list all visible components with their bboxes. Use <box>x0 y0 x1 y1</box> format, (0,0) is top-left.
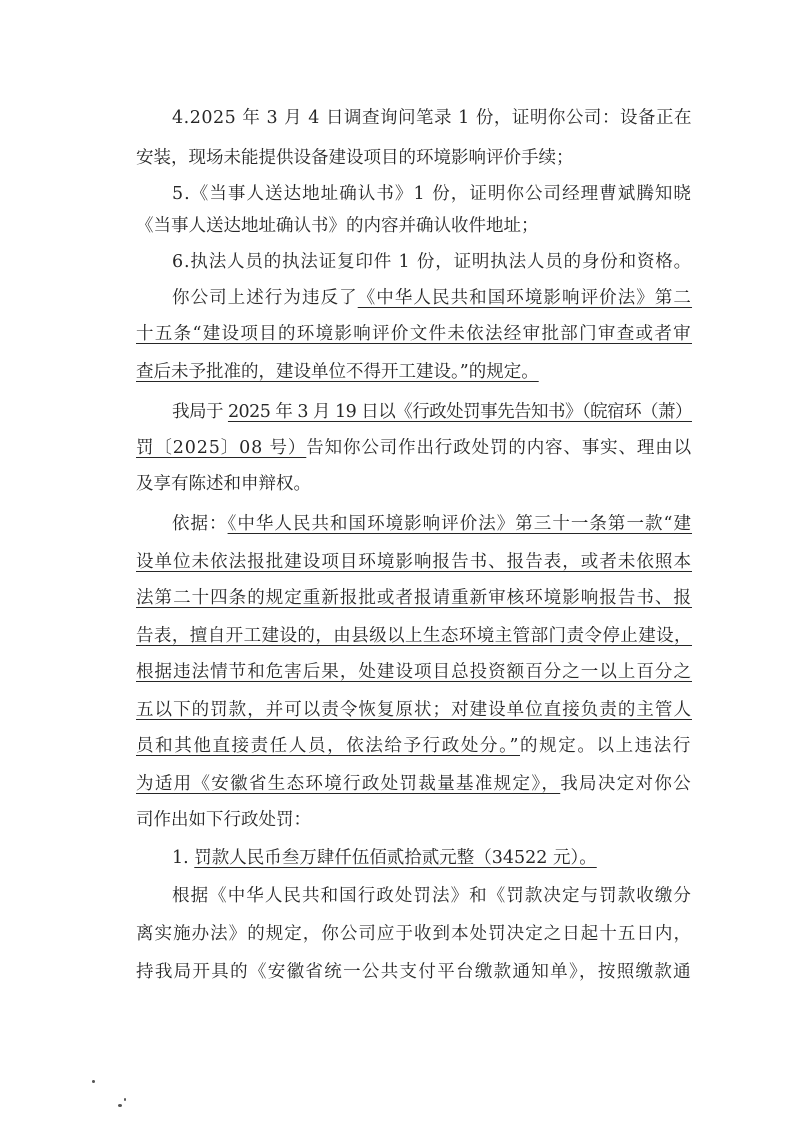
underlined-text: 告表，擅自开工建设的，由县级以上生态环境主管部门责令停止建设， <box>136 626 692 646</box>
text-segment: 5.《当事人送达地址确认书》1 份，证明你公司经理曹斌腾知晓 <box>172 184 692 204</box>
text-line <box>172 106 692 130</box>
underlined-text: 法第二十四条的规定重新报批或者报请重新审核环境影响报告书、报 <box>136 588 692 608</box>
text-line <box>136 472 311 496</box>
text-segment: 及享有陈述和申辩权。 <box>136 474 311 494</box>
text-line <box>172 512 692 536</box>
text-segment: 持我局开具的《安徽省统一公共支付平台缴款通知单》，按照缴款通 <box>136 962 692 982</box>
text-line <box>136 586 692 610</box>
text-line <box>172 846 597 870</box>
text-segment: 6.执法人员的执法证复印件 1 份，证明执法人员的身份和资格。 <box>172 252 692 272</box>
text-segment: 依据： <box>172 514 228 534</box>
underlined-text: 五以下的罚款，并可以责令恢复原状；对建设单位直接负责的主管人 <box>136 700 692 720</box>
text-line <box>136 436 692 460</box>
text-line <box>136 146 574 170</box>
underlined-text: 查后未予批准的，建设单位不得开工建设。”的规定。 <box>136 362 539 382</box>
text-segment: 根据《中华人民共和国行政处罚法》和《罚款决定与罚款收缴分 <box>172 886 692 906</box>
scan-speck <box>124 1098 126 1101</box>
text-line <box>172 286 692 310</box>
text-line <box>172 250 692 274</box>
text-line <box>136 698 692 722</box>
text-line <box>136 772 692 796</box>
text-line <box>172 182 692 206</box>
underlined-text: 设单位未依法报批建设项目环境影响报告书、报告表，或者未依照本 <box>136 552 692 572</box>
text-line <box>172 884 692 908</box>
text-line <box>136 214 539 238</box>
text-line <box>136 734 692 758</box>
text-line <box>136 624 692 648</box>
underlined-text: 根据违法情节和危害后果，处建设项目总投资额百分之一以上百分之 <box>136 662 692 682</box>
scan-speck <box>92 1080 95 1083</box>
scan-speck <box>118 1104 122 1107</box>
underlined-text: 十五条“建设项目的环境影响评价文件未依法经审批部门审查或者审 <box>136 324 692 344</box>
text-segment: 离实施办法》的规定，你公司应于收到本处罚决定之日起十五日内， <box>136 924 692 944</box>
text-segment: 我局于 <box>172 402 228 422</box>
text-segment: 安装，现场未能提供设备建设项目的环境影响评价手续； <box>136 148 574 168</box>
text-segment: 司作出如下行政处罚： <box>136 810 311 830</box>
underlined-text: 为适用《安徽省生态环境行政处罚裁量基准规定》， <box>136 774 561 794</box>
text-segment: 1. <box>172 848 195 868</box>
underlined-text: 罚款人民币叁万肆仟伍佰贰拾贰元整（34522 元）。 <box>194 848 597 868</box>
text-line <box>136 550 692 574</box>
text-line <box>172 400 692 424</box>
underlined-text: 2025 年 3 月 19 日以《行政处罚事先告知书》（皖宿环（萧） <box>227 402 692 422</box>
text-line <box>136 660 692 684</box>
text-line <box>136 322 692 346</box>
underlined-text: 员和其他直接责任人员，依法给予行政处分。” <box>136 736 521 756</box>
underlined-text: 《中华人民共和国环境影响评价法》第三十一条第一款“建 <box>227 514 693 534</box>
underlined-text: 罚〔2025〕08 号） <box>136 438 307 458</box>
text-segment: 你公司上述行为违反了 <box>172 288 358 308</box>
text-segment: 4.2025 年 3 月 4 日调查询问笔录 1 份，证明你公司：设备正在 <box>172 108 692 128</box>
text-segment: 《当事人送达地址确认书》的内容并确认收件地址； <box>136 216 539 236</box>
underlined-text: 《中华人民共和国环境影响评价法》第二 <box>357 288 693 308</box>
text-line <box>136 922 692 946</box>
text-line <box>136 360 539 384</box>
text-line <box>136 960 692 984</box>
text-line <box>136 808 311 832</box>
text-segment: 我局决定对你公 <box>560 774 693 794</box>
text-segment: 告知你公司作出行政处罚的内容、事实、理由以 <box>306 438 692 458</box>
text-segment: 的规定。以上违法行 <box>520 736 693 756</box>
